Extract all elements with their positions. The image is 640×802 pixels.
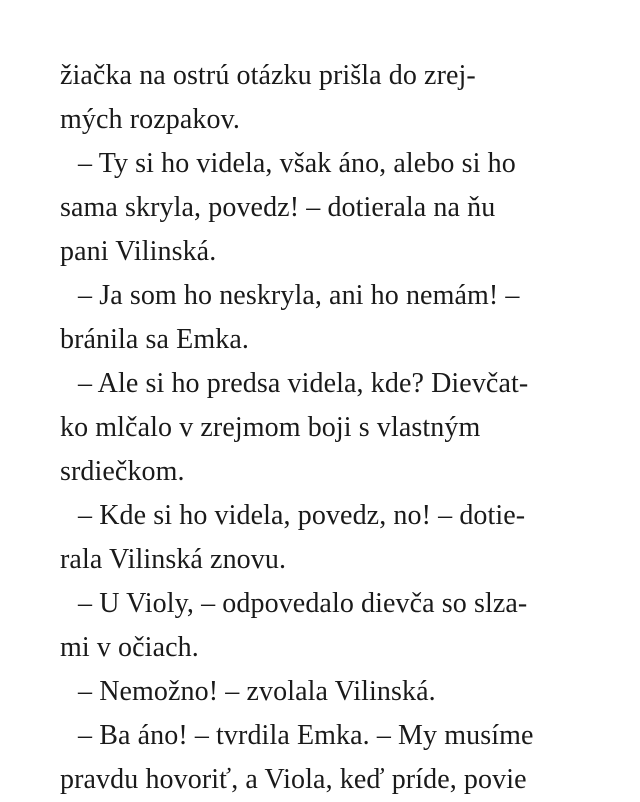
text-line-6: – Ja som ho neskryla, ani ho nemám! – [78,280,520,311]
text-line-15: – Nemožno! – zvolala Vilinská. [78,676,436,707]
text-line-7: bránila sa Emka. [60,324,249,355]
text-line-14: mi v očiach. [60,632,199,663]
text-line-13: – U Violy, – odpovedalo dievča so slza- [78,588,528,619]
text-line-11: – Kde si ho videla, povedz, no! – dotie- [78,500,526,531]
text-line-1: žiačka na ostrú otázku prišla do zrej- [60,60,476,91]
text-line-17: pravdu hovoriť, a Viola, keď príde, povie [60,764,527,795]
text-line-3: – Ty si ho videla, však áno, alebo si ho [78,148,516,179]
text-line-2: mých rozpakov. [60,104,240,135]
text-line-4: sama skryla, povedz! – dotierala na ňu [60,192,496,223]
text-line-9: ko mlčalo v zrejmom boji s vlastným [60,412,481,443]
text-line-12: rala Vilinská znovu. [60,544,287,575]
text-line-16: – Ba áno! – tvrdila Emka. – My musíme [78,720,534,751]
text-line-10: srdiečkom. [60,456,185,487]
text-line-8: – Ale si ho predsa videla, kde? Dievčat- [78,368,529,399]
text-line-5: pani Vilinská. [60,236,217,267]
